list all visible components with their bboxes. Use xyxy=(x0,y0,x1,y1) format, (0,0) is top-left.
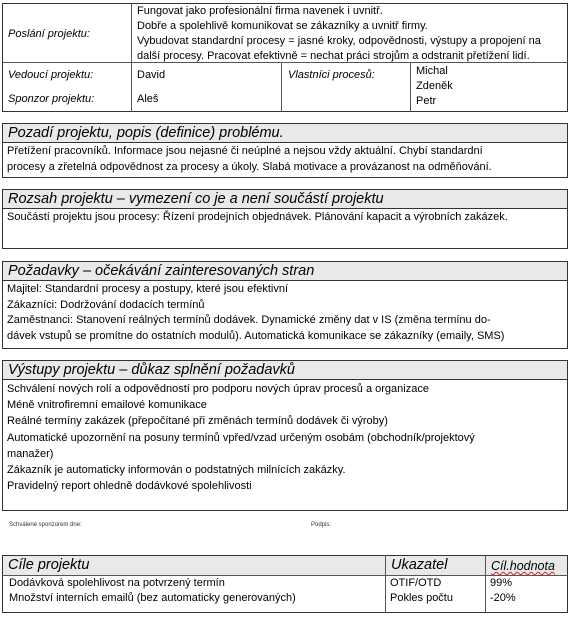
background-text xyxy=(2,143,568,178)
outputs-text xyxy=(2,380,568,511)
leader-value: David xyxy=(137,69,166,81)
owners-label: Vlastníci procesů: xyxy=(288,69,375,81)
goal-row-1: Dodávková spolehlivost na potvrzený termín xyxy=(9,577,225,589)
requirement-line: Majitel: Standardní procesy a postupy, které jsou efektivní xyxy=(7,283,289,295)
background-line: Přetížení pracovníků. Informace jsou nejasné či neúplné a nejsou vždy aktuální. Chybí standardní xyxy=(7,145,483,157)
requirement-line: Zaměstnanci: Stanovení reálných termínů dodávek. Dynamické změny dat v IS (změna termínu do- xyxy=(7,314,491,326)
signature-label: Podpis: xyxy=(311,522,332,528)
goal-target-1: 99% xyxy=(490,577,513,589)
sponsor-value: Aleš xyxy=(137,93,159,105)
target-header xyxy=(491,557,555,575)
mission-line: další procesy. Pracovat efektivně = nechat práci strojům a odstranit přetížení lidí. xyxy=(137,50,530,62)
owner-item: Zdeněk xyxy=(416,80,453,92)
owner-item: Petr xyxy=(416,95,437,107)
goal-indicator-2: Pokles počtu xyxy=(390,592,453,604)
mission-text xyxy=(137,4,565,64)
requirements-title: Požadavky – očekávání zainteresovaných stran xyxy=(2,261,568,281)
output-line: Zákazník je automaticky informován o podstatných milnících zakázky. xyxy=(7,464,346,477)
requirement-line: dávek vstupů se promítne do ostatních modulů). Automatická komunikace se zákazníky (emaily, SMS) xyxy=(7,329,505,342)
leader-label: Vedoucí projektu: xyxy=(8,69,94,81)
approved-label: Schválené sponzorem dne: xyxy=(9,522,82,528)
owners-list xyxy=(416,64,453,109)
goal-row-2: Množství interních emailů (bez automaticky generovaných) xyxy=(9,592,296,604)
scope-text xyxy=(2,209,568,249)
scope-line: Součástí projektu jsou procesy: Řízení prodejních objednávek. Plánování kapacit a výrobních zakázek. xyxy=(7,211,508,223)
outputs-title: Výstupy projektu – důkaz splnění požadavků xyxy=(2,360,568,380)
goal-indicator-1: OTIF/OTD xyxy=(390,577,442,589)
output-line: Schválení nových rolí a odpovědností pro podporu nových úprav procesů a organizace xyxy=(7,383,429,395)
mission-label: Poslání projektu: xyxy=(8,28,90,40)
output-line: manažer) xyxy=(7,447,54,460)
mission-line: Fungovat jako profesionální firma navenek i uvnitř. xyxy=(137,5,383,17)
requirement-line: Zákazníci: Dodržování dodacích termínů xyxy=(7,298,205,311)
goals-title: Cíle projektu xyxy=(8,557,90,573)
sponsor-label: Sponzor projektu: xyxy=(8,93,95,105)
scope-title: Rozsah projektu – vymezení co je a není součástí projektu xyxy=(2,189,568,209)
mission-line: Vybudovat standardní procesy = jasné kroky, odpovědnosti, výstupy a propojení na xyxy=(137,35,541,47)
goal-target-2: -20% xyxy=(490,592,516,604)
owner-item: Michal xyxy=(416,65,448,77)
requirements-text xyxy=(2,281,568,349)
indicator-header: Ukazatel xyxy=(391,557,448,573)
background-title: Pozadí projektu, popis (definice) problému. xyxy=(2,123,568,143)
output-line: Automatické upozornění na posuny termínů vpřed/vzad určeným osobám (obchodník/projektový xyxy=(7,431,475,444)
output-line: Reálné termíny zakázek (přepočítané při změnách termínů dodávek či výroby) xyxy=(7,415,388,428)
target-header-text: Cíl.hodnota xyxy=(491,559,555,573)
background-line: procesy a zřetelná odpovědnost za procesy a úkoly. Slabá motivace a provázanost na odměňování. xyxy=(7,160,492,173)
output-line: Pravidelný report ohledně dodávkové spolehlivosti xyxy=(7,480,252,493)
output-line: Méně vnitrofiremní emailové komunikace xyxy=(7,399,207,412)
mission-line: Dobře a spolehlivě komunikovat se zákazníky a uvnitř firmy. xyxy=(137,20,428,32)
